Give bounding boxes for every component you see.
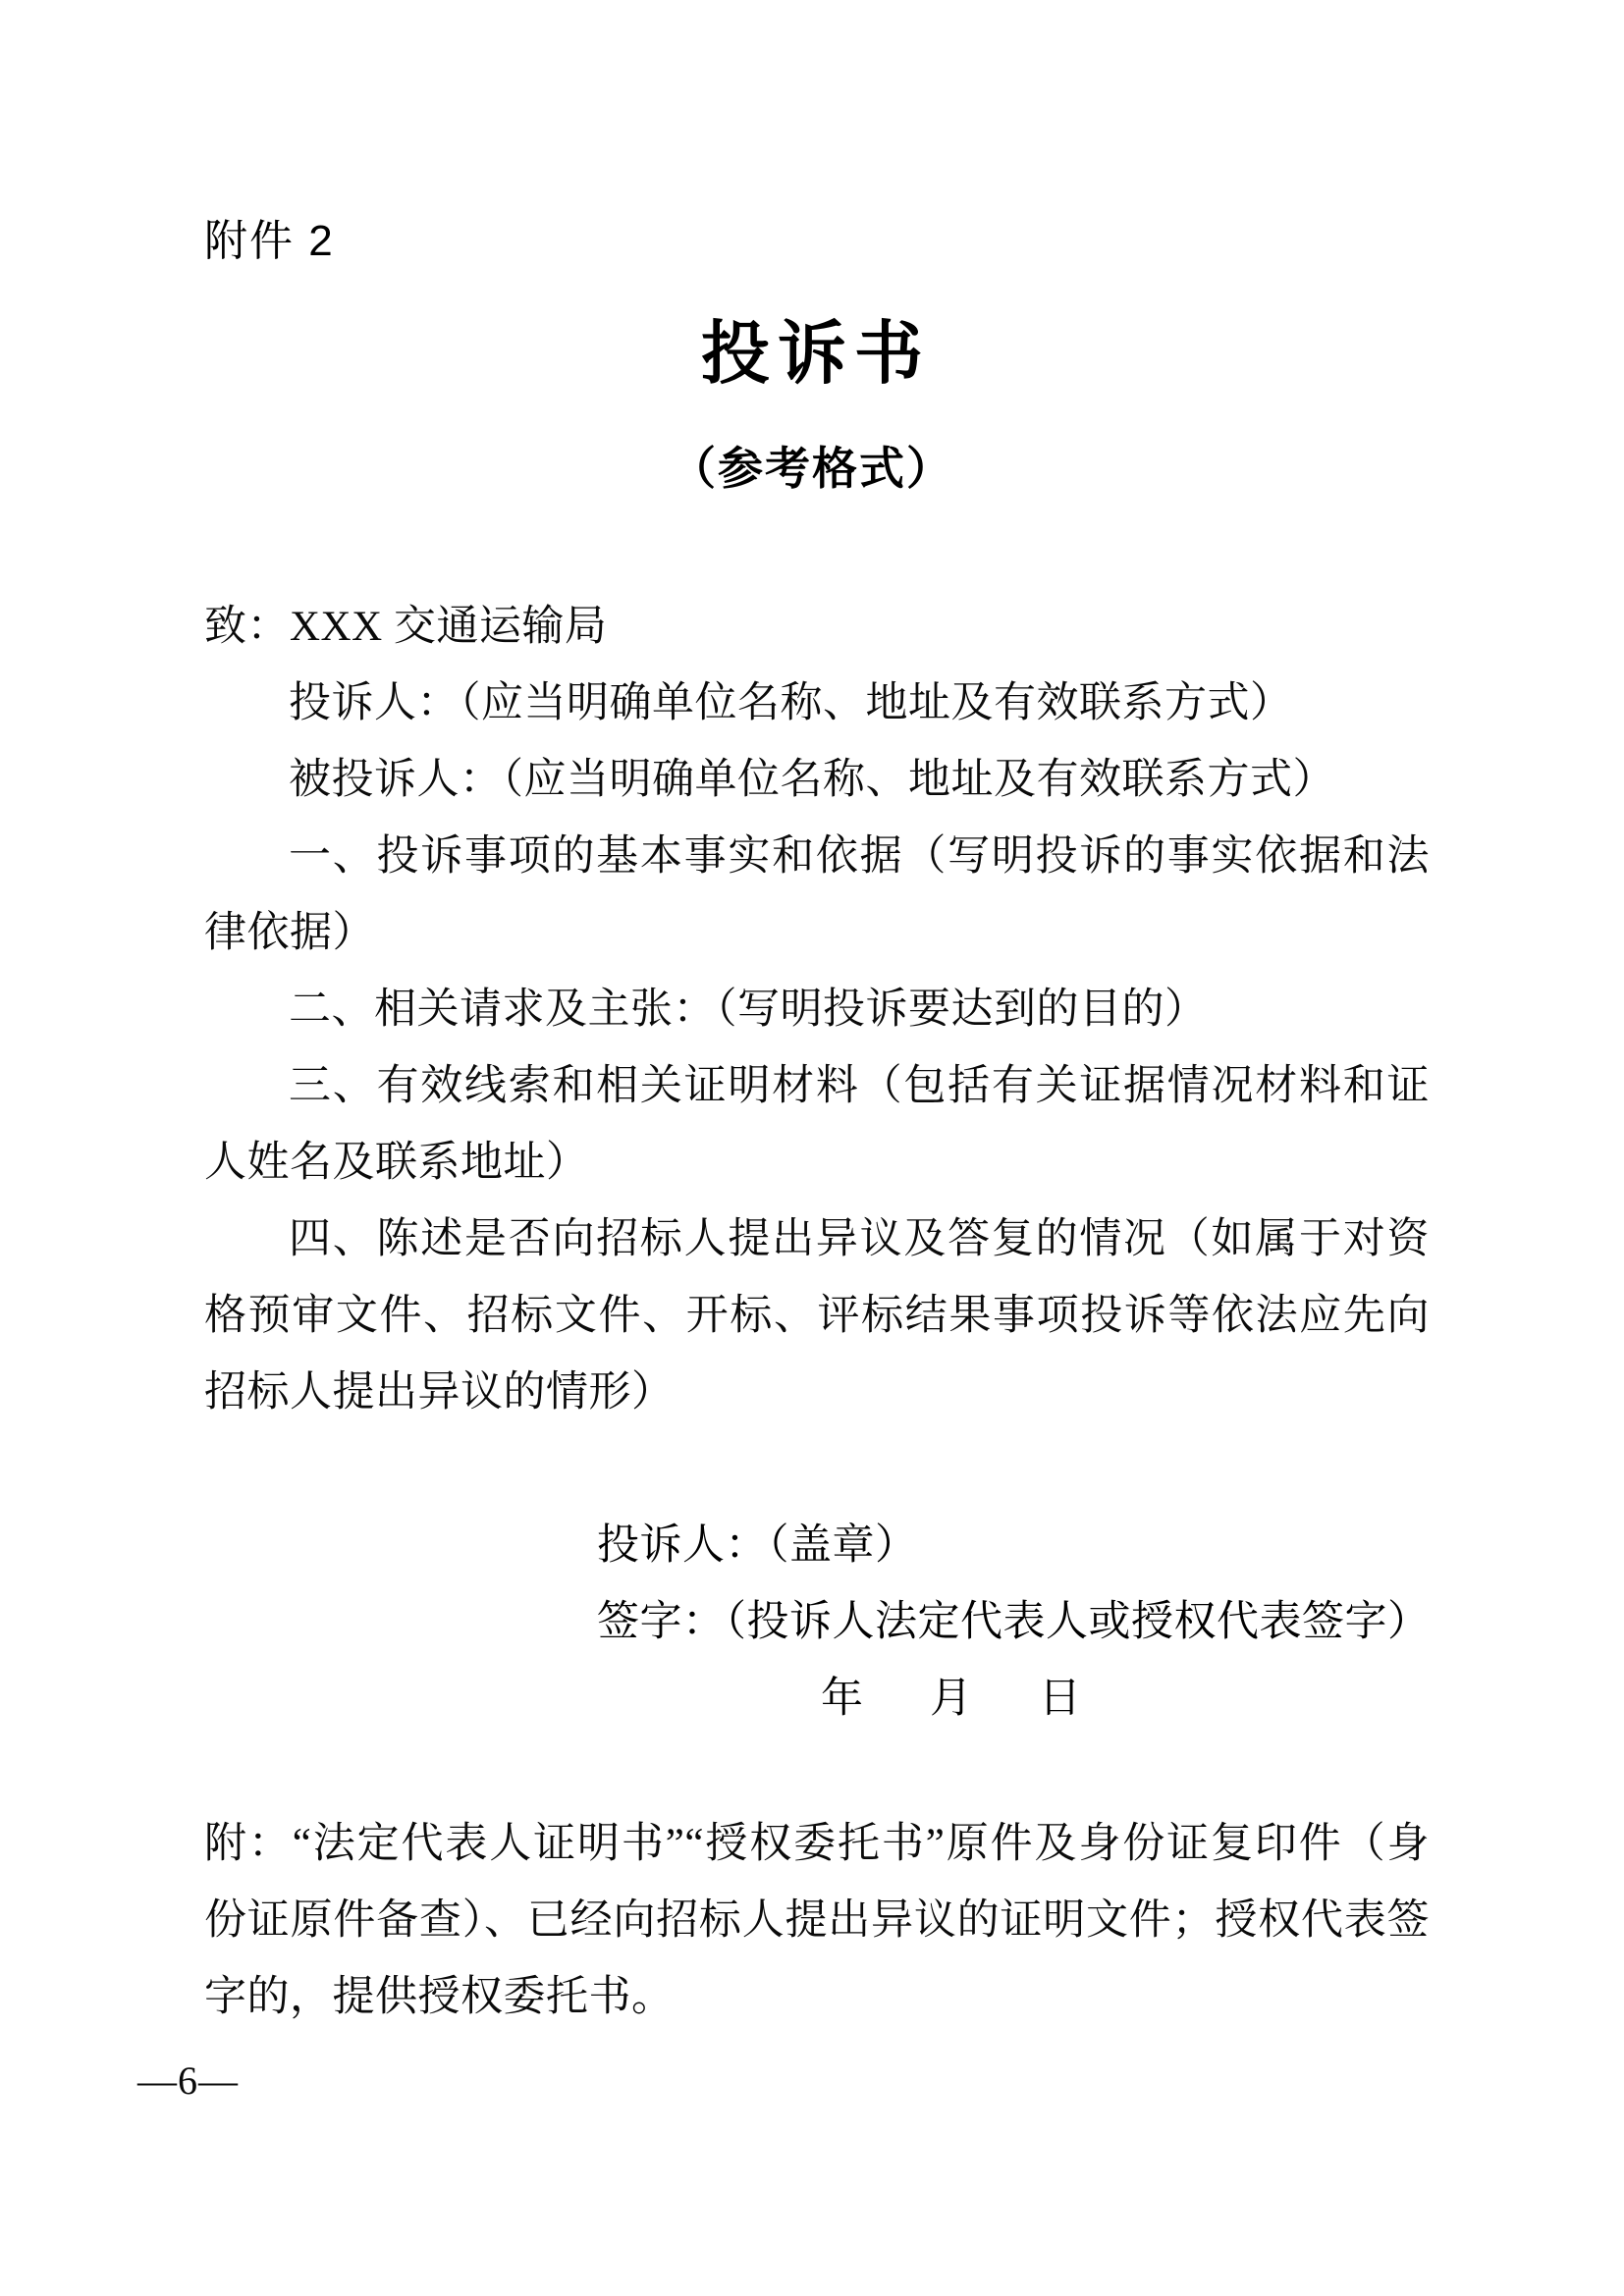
body-item-1: 一、投诉事项的基本事实和依据（写明投诉的事实依据和法律依据） (204, 833, 1430, 956)
respondent-line: 被投诉人：（应当明确单位名称、地址及有效联系方式） (289, 757, 1335, 803)
complainant-line: 投诉人：（应当明确单位名称、地址及有效联系方式） (289, 680, 1293, 726)
date-line: 年 月 日 (821, 1676, 1082, 1722)
attachment-note: 附：“法定代表人证明书”“授权委托书”原件及身份证复印件（身份证原件备查）、已经向招标人提出异议的证明文件；授权代表签字的，提供授权委托书。 (204, 1821, 1430, 2020)
attachment-note-block (204, 1806, 1430, 2036)
signature-block (204, 1508, 1430, 1737)
recipient-line: 致：XXX 交通运输局 (204, 604, 608, 650)
body-item-3: 三、有效线索和相关证明材料（包括有关证据情况材料和证人姓名及联系地址） (204, 1063, 1430, 1186)
complainant-seal-line: 投诉人：（盖章） (597, 1522, 918, 1569)
document-body (204, 589, 1430, 1431)
page-title: 投诉书 (701, 317, 931, 393)
body-item-4: 四、陈述是否向招标人提出异议及答复的情况（如属于对资格预审文件、招标文件、开标、评标结果事项投诉等依法应先向招标人提出异议的情形） (204, 1216, 1430, 1415)
page-number: —6— (137, 2058, 239, 2103)
attachment-label: 附件 2 (204, 217, 335, 265)
page-subtitle: （参考格式） (671, 444, 953, 494)
signature-line: 签字：（投诉人法定代表人或授权代表签字） (597, 1599, 1431, 1645)
body-item-2: 二、相关请求及主张：（写明投诉要达到的目的） (289, 987, 1208, 1033)
